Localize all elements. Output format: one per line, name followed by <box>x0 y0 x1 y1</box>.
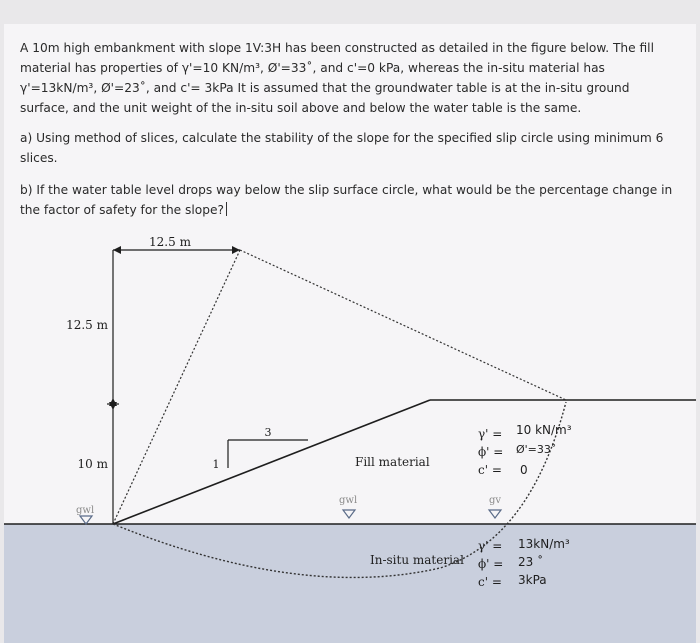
fill-phi-symbol: ϕ' = <box>478 445 504 459</box>
arrow-left-icon <box>113 246 121 254</box>
fill-c-value: 0 <box>520 463 528 477</box>
radius-dimension-label: 12.5 m <box>66 318 108 332</box>
height-dimension-label: 10 m <box>77 457 108 471</box>
water-table-icon-mid <box>343 510 355 518</box>
slope-ratio-v: 1 <box>212 458 220 471</box>
gwl-label-left: gwl <box>76 505 95 516</box>
insitu-gamma-value: 13kN/m³ <box>518 537 570 551</box>
gwl-label-mid: gwl <box>339 495 358 506</box>
insitu-c-symbol: c' = <box>478 575 502 589</box>
fill-c-symbol: c' = <box>478 463 502 477</box>
part-a-question: a) Using method of slices, calculate the stability of the slope for the specified slip circle using minimum 6 slices. <box>20 131 664 165</box>
radius-line-right <box>240 250 566 400</box>
insitu-material-label: In-situ material <box>370 553 464 567</box>
fill-gamma-symbol: γ' = <box>478 427 503 441</box>
insitu-gamma-symbol: γ' = <box>478 539 503 553</box>
insitu-ground-area <box>4 524 696 643</box>
water-table-icon-left <box>80 516 92 524</box>
top-dimension-label: 12.5 m <box>149 235 191 249</box>
fill-gamma-value: 10 kN/m³ <box>516 423 572 437</box>
insitu-c-value: 3kPa <box>518 573 547 587</box>
part-b-question: b) If the water table level drops way below the slip surface circle, what would be the percentage change in the factor of safety for the slope? <box>20 183 673 217</box>
water-table-icon-right <box>489 510 501 518</box>
fill-material-label: Fill material <box>355 455 430 469</box>
insitu-phi-symbol: ϕ' = <box>478 557 504 571</box>
problem-statement: A 10m high embankment with slope 1V:3H has been constructed as detailed in the figure below. The fill material has properties of γ'=10 KN/m³, Ø'=33˚, and c'=0 kPa, whereas the in-situ material has γ'=13kN/m³, Ø'=23˚, and c'= 3kPa It is assumed that the groundwater table is at the in-situ ground surface, and the unit weight of the in-situ soil above and below the water table is the same. <box>20 41 654 115</box>
arrow-right-icon <box>232 246 240 254</box>
fill-phi-value: Ø'=33˚ <box>516 443 557 456</box>
radius-line-left <box>113 250 240 524</box>
slope-ratio-h: 3 <box>264 426 272 439</box>
insitu-phi-value: 23 ˚ <box>518 555 544 569</box>
gwl-label-right: gv <box>489 495 502 506</box>
